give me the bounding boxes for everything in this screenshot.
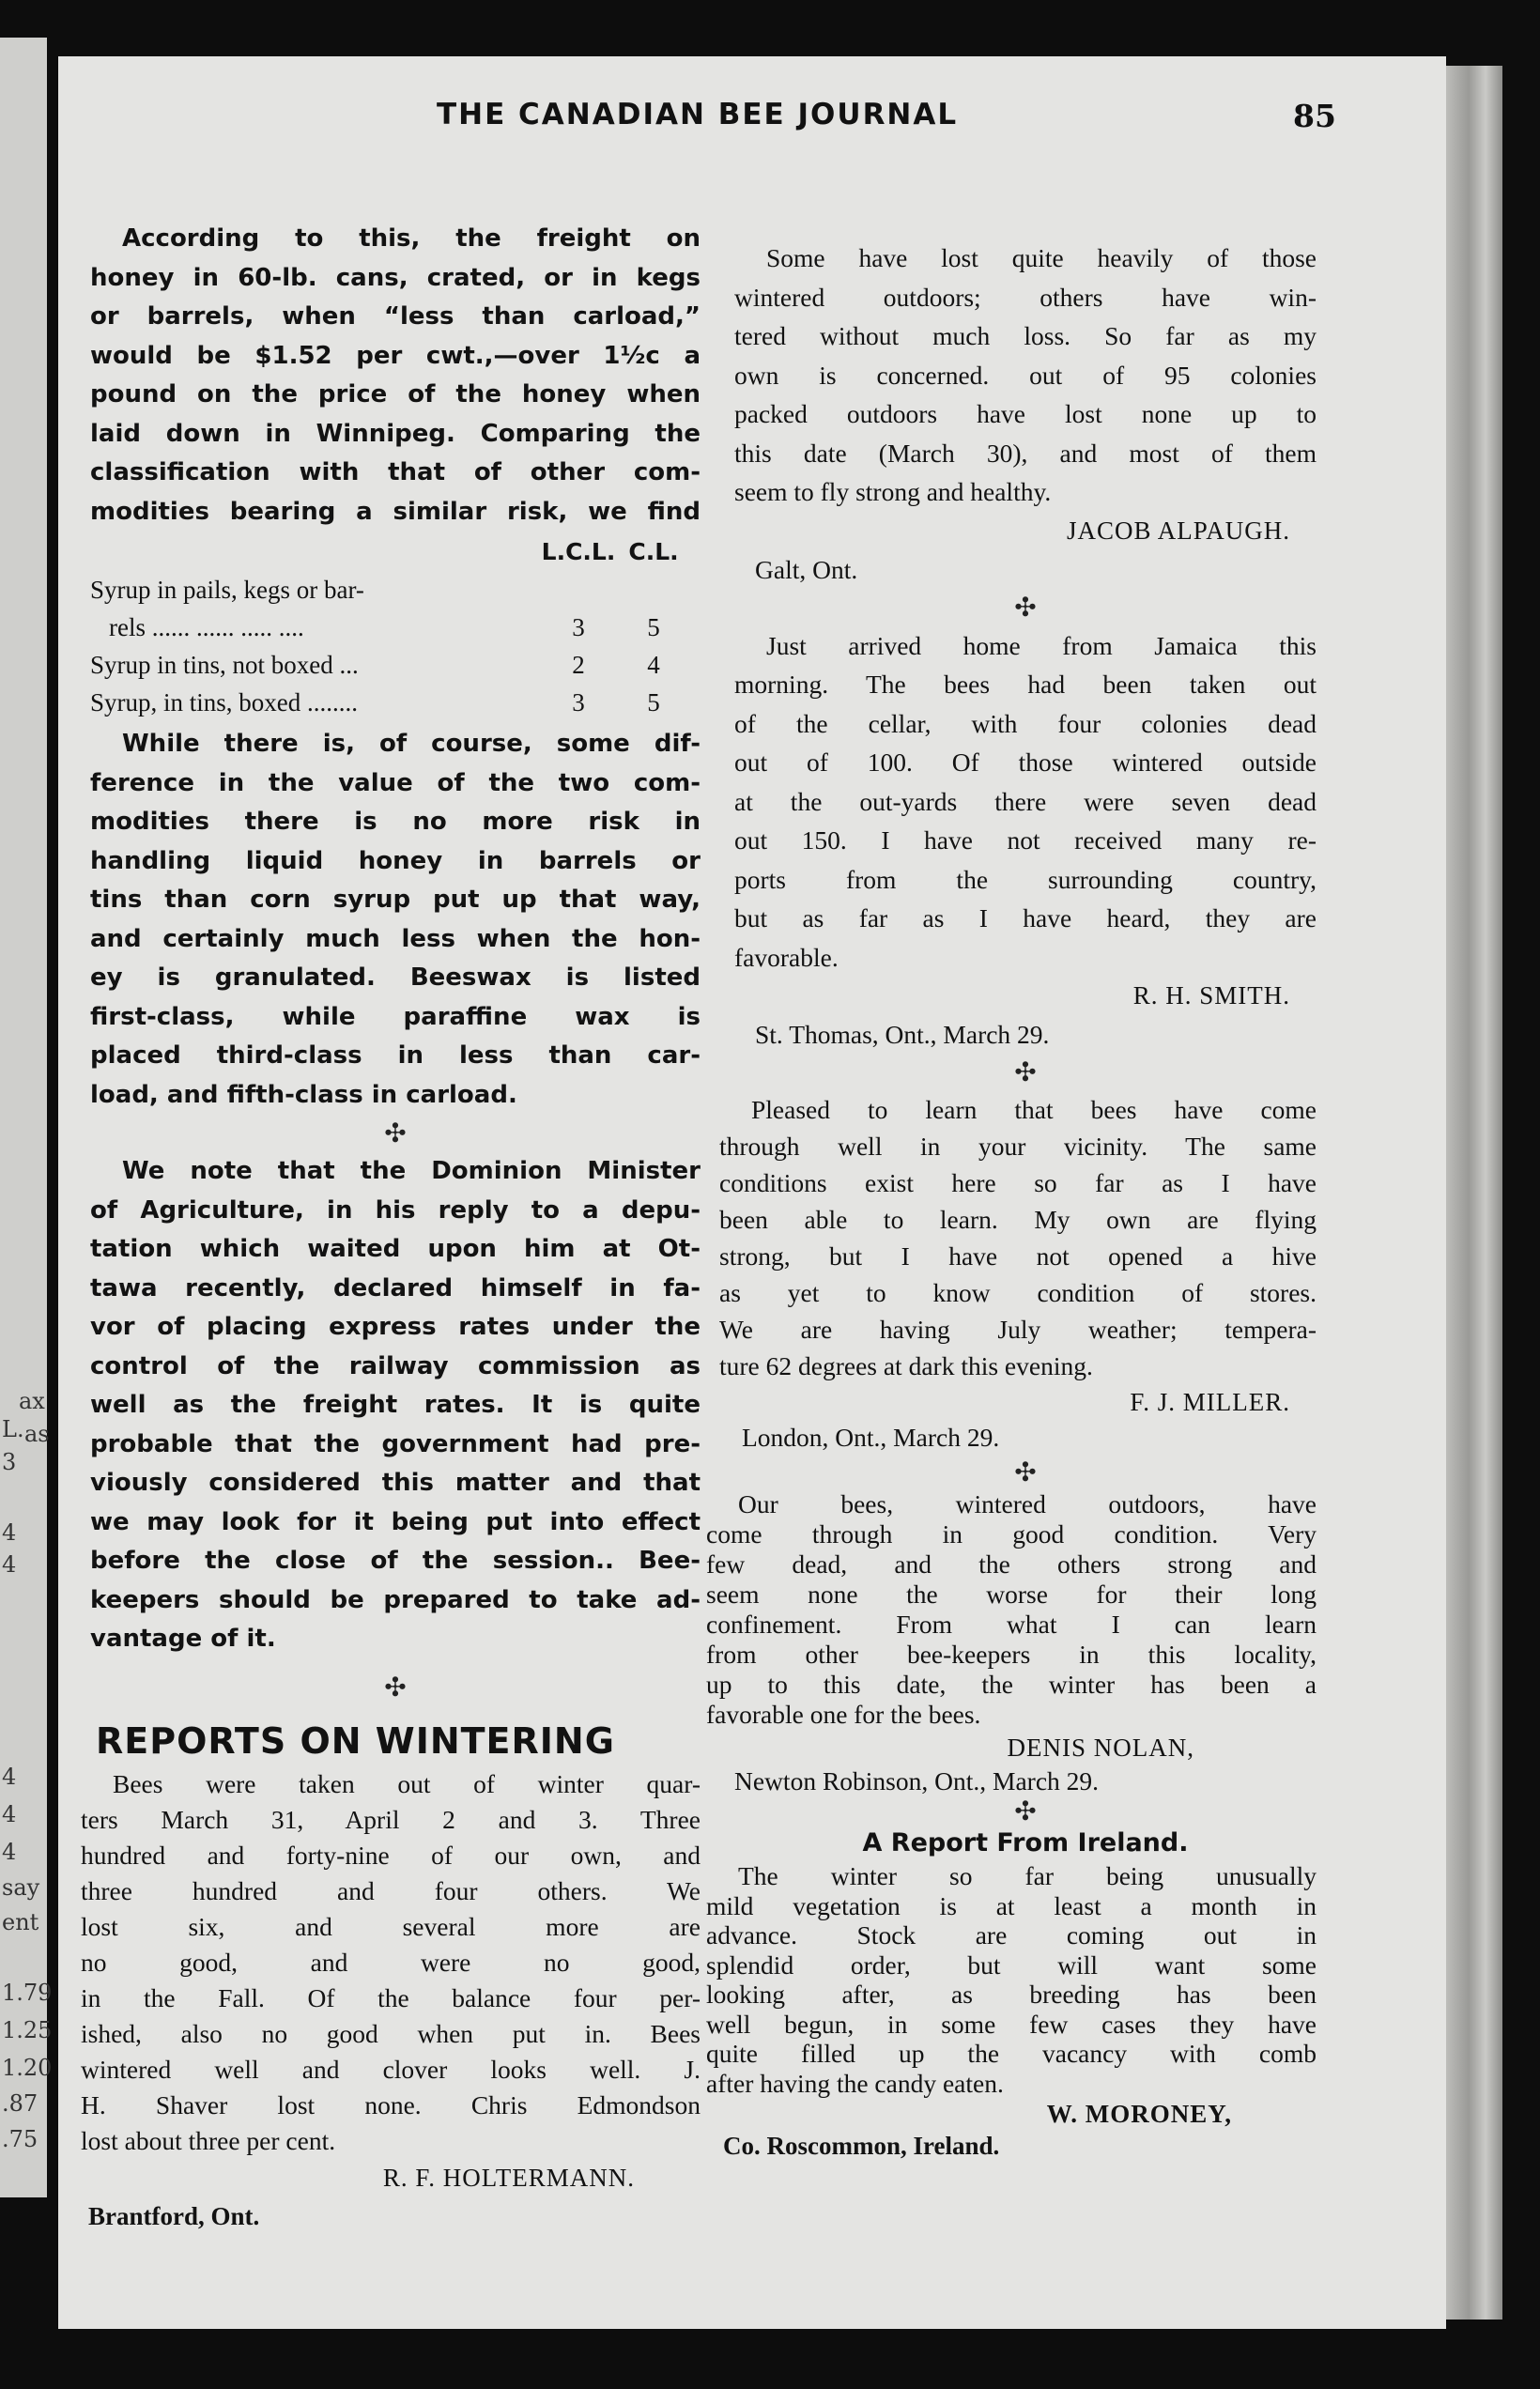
table-row [90, 571, 691, 609]
place-line: Galt, Ont. [755, 554, 858, 584]
text-line: wintered outdoors; others have win- [734, 282, 1317, 312]
text-line: looking after, as breeding has been [706, 1980, 1317, 2009]
text-line: and certainly much less when the hon- [90, 924, 701, 953]
text-line: quite filled up the vacancy with comb [706, 2039, 1317, 2068]
text-line: confinement. From what I can learn [706, 1610, 1317, 1639]
signature: R. F. HOLTERMANN. [382, 2163, 635, 2192]
freight-paragraph [90, 220, 701, 532]
text-line: advance. Stock are coming out in [706, 1920, 1317, 1950]
text-line: ture 62 degrees at dark this evening. [719, 1351, 1093, 1380]
signature: W. MORONEY, [1046, 2100, 1232, 2128]
margin-fragment: say [2, 1874, 40, 1901]
margin-fragment: as [24, 1421, 50, 1447]
row-label: Syrup in pails, kegs or bar- [90, 576, 364, 604]
ireland-heading: A Report From Ireland. [862, 1828, 1189, 1857]
smith-report [734, 626, 1317, 978]
row-label: Syrup in tins, not boxed ... [90, 651, 359, 679]
text-line: We are having July weather; tempera- [719, 1315, 1317, 1344]
signature: R. H. SMITH. [1132, 981, 1290, 1010]
signature: DENIS NOLAN, [1007, 1734, 1194, 1762]
text-line: control of the railway commission as [90, 1351, 701, 1380]
margin-fragment: 3 [2, 1449, 17, 1475]
text-line: lost six, and several more are [81, 1911, 701, 1941]
signature: JACOB ALPAUGH. [1066, 516, 1290, 545]
text-line: H. Shaver lost none. Chris Edmondson [81, 2089, 701, 2119]
text-line: pound on the price of the honey when [90, 380, 701, 408]
text-line: up to this date, the winter has been a [706, 1670, 1317, 1699]
margin-fragment: 4 [2, 1551, 17, 1578]
text-line: honey in 60-lb. cans, crated, or in kegs [90, 263, 701, 292]
cl-value: 5 [647, 688, 660, 717]
reports-heading: REPORTS ON WINTERING [96, 1719, 615, 1762]
text-line: probable that the government had pre- [90, 1429, 701, 1458]
text-line: handling liquid honey in barrels or [90, 846, 701, 875]
cl-value: 4 [647, 651, 660, 679]
text-line: load, and fifth-class in carload. [90, 1080, 517, 1109]
text-line: ports from the surrounding country, [734, 864, 1317, 894]
facing-page-edge [0, 38, 53, 2197]
text-line: ference in the value of the two com- [90, 768, 701, 797]
text-line: packed outdoors have lost none up to [734, 399, 1317, 428]
text-line: of Agriculture, in his reply to a depu- [90, 1195, 701, 1225]
text-line: well begun, in some few cases they have [706, 2009, 1317, 2039]
cl-value: 5 [647, 613, 660, 641]
text-line: strong, but I have not opened a hive [719, 1241, 1317, 1271]
row-label: Syrup, in tins, boxed ........ [90, 688, 359, 717]
lcl-value: 3 [572, 613, 585, 641]
moroney-report [706, 1861, 1317, 2098]
text-line: Bees were taken out of winter quar- [113, 1768, 701, 1798]
text-line: of the cellar, with four colonies dead [734, 708, 1317, 738]
text-line: tins than corn syrup put up that way, [90, 886, 701, 914]
left-column [81, 220, 701, 2235]
table-row [90, 684, 691, 721]
margin-fragment: 4 [2, 1801, 17, 1827]
text-line: favorable one for the bees. [706, 1700, 981, 1729]
holtermann-report [81, 1766, 701, 2159]
text-line: tation which waited upon him at Ot- [90, 1235, 701, 1263]
margin-fragment: 4 [2, 1764, 17, 1790]
nolan-report [706, 1489, 1317, 1730]
text-line: modities bearing a similar risk, we find [90, 497, 701, 526]
text-line: through well in your vicinity. The same [719, 1132, 1317, 1161]
text-line: first-class, while paraffine wax is [90, 1002, 701, 1031]
text-line: out of 100. Of those wintered outside [734, 748, 1317, 777]
place-line: St. Thomas, Ont., March 29. [755, 1020, 1050, 1049]
text-line: Our bees, wintered outdoors, have [738, 1489, 1317, 1518]
text-line: out 150. I have not received many re- [734, 825, 1317, 855]
text-line: hundred and forty-nine of our own, and [81, 1840, 701, 1870]
text-line: at the out-yards there were seven dead [734, 786, 1317, 816]
text-line: after having the candy eaten. [706, 2068, 1004, 2098]
text-line: seem none the worse for their long [706, 1580, 1317, 1609]
text-line: Some have lost quite heavily of those [766, 243, 1317, 272]
ornament-icon: ✣ [1014, 1457, 1037, 1487]
journal-title: THE CANADIAN BEE JOURNAL [437, 98, 959, 131]
text-line: from other bee-keepers in this locality, [706, 1640, 1317, 1669]
text-line: come through in good condition. Very [706, 1519, 1317, 1549]
place-line: Brantford, Ont. [88, 2201, 260, 2230]
text-line: According to this, the freight on [122, 224, 701, 253]
table-row [90, 609, 691, 646]
text-line: well as the freight rates. It is quite [90, 1391, 701, 1419]
text-line: or barrels, when “less than carload,” [90, 302, 701, 331]
margin-fragment: 1.20 [2, 2055, 53, 2081]
ornament-icon: ✣ [1014, 1056, 1037, 1087]
alpaugh-report [734, 239, 1317, 512]
margin-fragment: .75 [2, 2126, 38, 2152]
text-line: The winter so far being unusually [738, 1861, 1317, 1890]
text-line: three hundred and four others. We [81, 1875, 701, 1905]
text-line: Just arrived home from Jamaica this [766, 630, 1317, 660]
place-line: Newton Robinson, Ont., March 29. [734, 1766, 1100, 1796]
text-line: Pleased to learn that bees have come [751, 1095, 1317, 1124]
text-line: lost about three per cent. [81, 2125, 336, 2155]
text-line: vor of placing express rates under the [90, 1313, 701, 1341]
text-line: this date (March 30), and most of them [734, 438, 1317, 468]
right-column [706, 239, 1317, 2162]
margin-fragment: .87 [2, 2090, 38, 2117]
text-line: no good, and were no good, [81, 1947, 701, 1977]
text-line: keepers should be prepared to take ad- [90, 1585, 701, 1614]
text-line: morning. The bees had been taken out [734, 670, 1317, 699]
minister-paragraph [90, 1152, 701, 1659]
margin-fragment: 4 [2, 1839, 17, 1865]
lcl-header: L.C.L. [541, 538, 616, 565]
margin-fragment: ax [19, 1388, 45, 1414]
text-line: laid down in Winnipeg. Comparing the [90, 419, 701, 448]
lcl-value: 2 [572, 651, 585, 679]
signature: F. J. MILLER. [1130, 1388, 1290, 1416]
ornament-icon: ✣ [1014, 1796, 1037, 1826]
ornament-icon: ✣ [1014, 591, 1037, 623]
difference-paragraph [90, 725, 701, 1115]
table-row [90, 646, 691, 684]
row-label: rels ...... ...... ..... .... [109, 613, 304, 641]
text-line: would be $1.52 per cwt.,—over 1½c a [90, 341, 701, 370]
text-line: tered without much loss. So far as my [734, 321, 1317, 350]
text-line: splendid order, but will want some [706, 1950, 1317, 1980]
margin-fragment: 1.79 [2, 1980, 53, 2006]
text-line: few dead, and the others strong and [706, 1549, 1317, 1579]
text-line: mild vegetation is at least a month in [706, 1890, 1317, 1920]
syrup-rate-table [90, 533, 691, 721]
cl-header: C.L. [628, 538, 679, 565]
text-line: vantage of it. [90, 1625, 276, 1653]
margin-fragment: L. [2, 1416, 24, 1442]
text-line: ters March 31, April 2 and 3. Three [81, 1804, 701, 1834]
text-line: placed third-class in less than car- [90, 1041, 701, 1070]
text-line: tawa recently, declared himself in fa- [90, 1273, 701, 1302]
text-line: wintered well and clover looks well. J. [81, 2054, 701, 2084]
text-line: in the Fall. Of the balance four per- [81, 1982, 701, 2012]
text-line: but as far as I have heard, they are [734, 903, 1317, 932]
text-line: ey is granulated. Beeswax is listed [90, 963, 701, 992]
margin-fragment: ent [2, 1909, 39, 1935]
text-line: We note that the Dominion Minister [122, 1157, 701, 1185]
text-line: While there is, of course, some dif- [122, 730, 701, 758]
page-stack-edge [1446, 66, 1502, 2320]
text-line: as yet to know condition of stores. [719, 1278, 1317, 1307]
lcl-value: 3 [572, 688, 585, 717]
margin-fragment: 4 [2, 1519, 17, 1546]
ornament-icon: ✣ [384, 1117, 407, 1148]
text-line: seem to fly strong and healthy. [734, 477, 1052, 506]
text-line: we may look for it being put into effect [90, 1507, 701, 1536]
text-line: classification with that of other com- [90, 458, 701, 486]
place-line: Co. Roscommon, Ireland. [723, 2132, 1000, 2160]
text-line: modities there is no more risk in [90, 808, 701, 836]
text-line: been able to learn. My own are flying [719, 1205, 1317, 1234]
text-line: own is concerned. out of 95 colonies [734, 360, 1317, 390]
ornament-icon: ✣ [384, 1671, 407, 1703]
text-line: before the close of the session.. Bee- [90, 1547, 701, 1575]
text-line: viously considered this matter and that [90, 1469, 701, 1497]
text-line: favorable. [734, 942, 839, 972]
margin-fragment: 1.25 [2, 2017, 53, 2043]
text-line: conditions exist here so far as I have [719, 1168, 1317, 1197]
page-number: 85 [1293, 98, 1336, 134]
text-line: ished, also no good when put in. Bees [81, 2018, 701, 2048]
miller-report [719, 1091, 1317, 1384]
place-line: London, Ont., March 29. [742, 1423, 1000, 1452]
